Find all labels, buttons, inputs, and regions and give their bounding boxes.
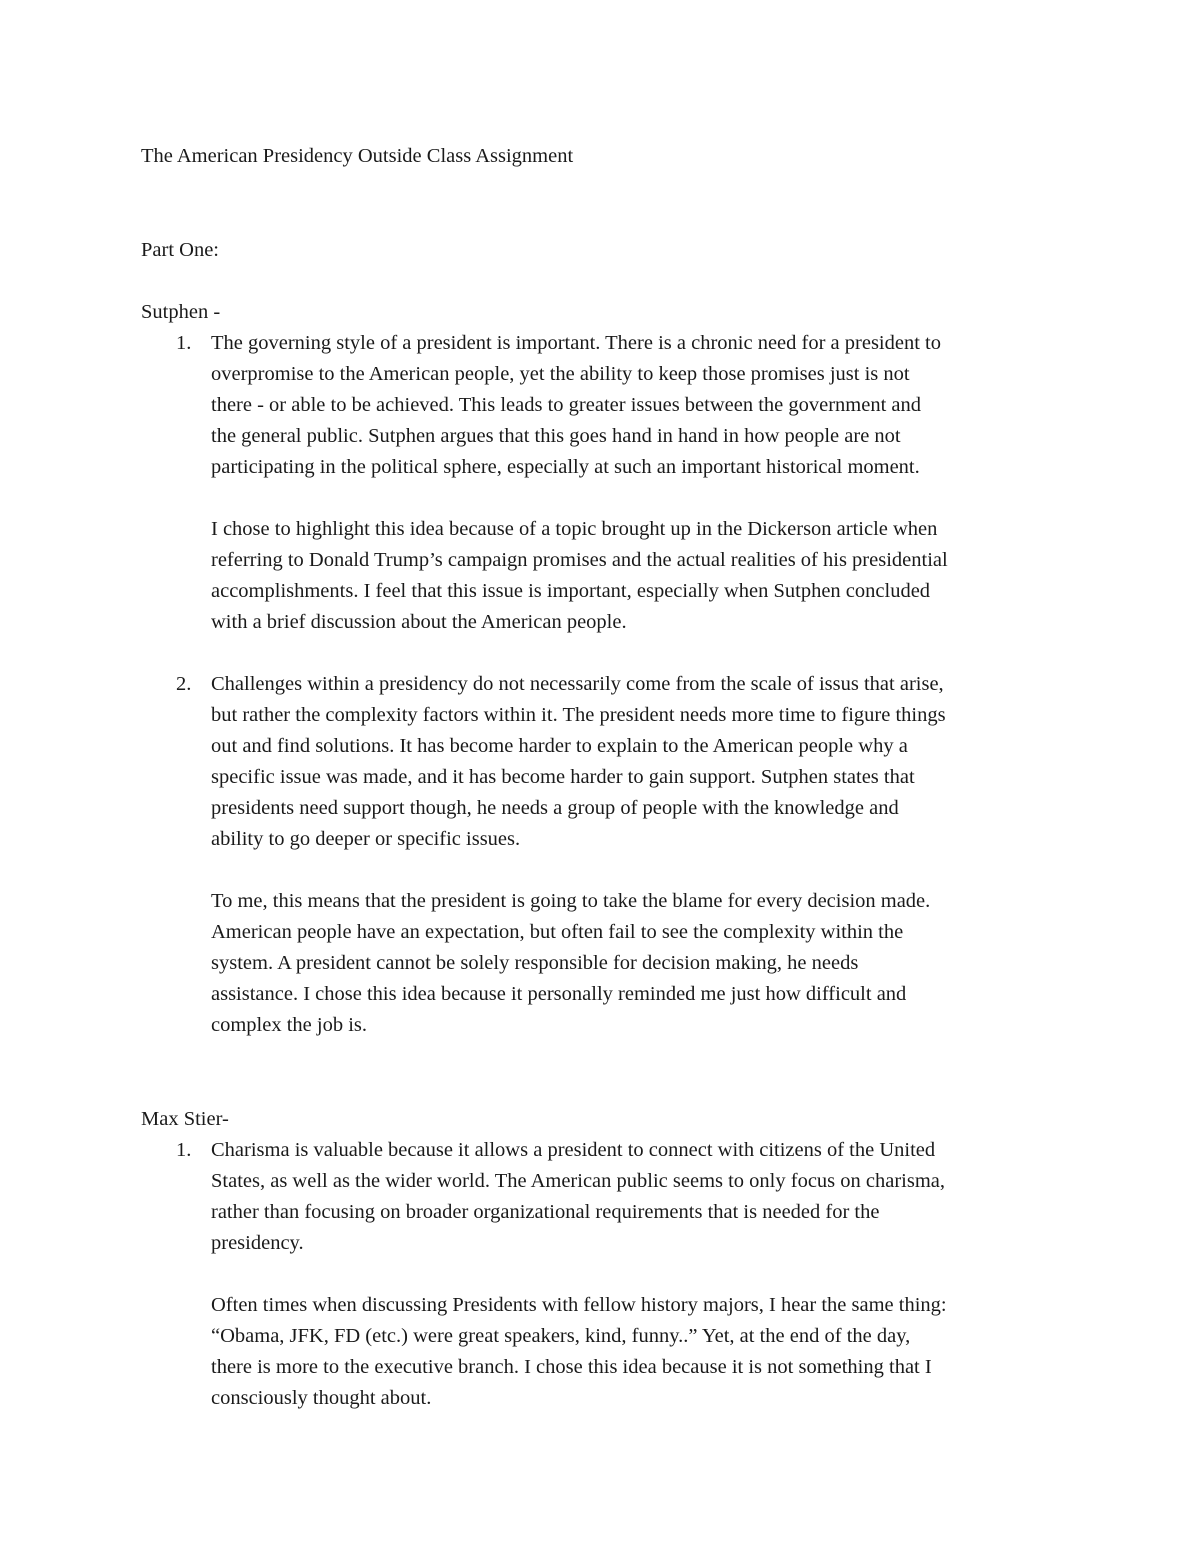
part-heading: Part One: (141, 239, 219, 261)
list-item-summary: Challenges within a presidency do not necessarily come from the scale of issus that arise, but rather the complexity factors within it. The president needs more time to figure things out and find solutions. It has become harder to explain to the American people why a specific issue was made, and it has become harder to gain support. Sutphen states that presidents need support though, he needs a group of people with the knowledge and ability to go deeper or specific issues. (211, 673, 946, 850)
section-heading-max-stier: Max Stier- (141, 1108, 229, 1130)
list-item-number: 1. (176, 332, 192, 354)
list-item-number: 1. (176, 1139, 192, 1161)
document-title: The American Presidency Outside Class Assignment (141, 145, 574, 167)
list-item-summary: The governing style of a president is important. There is a chronic need for a president to overpromise to the American people, yet the ability to keep those promises just is not there - or able to be achieved. This leads to greater issues between the government and the general public. Sutphen argues that this goes hand in hand in how people are not participating in the political sphere, especially at such an important historical moment. (211, 332, 941, 478)
list-item-summary: Charisma is valuable because it allows a president to connect with citizens of the United States, as well as the wider world. The American public seems to only focus on charisma, rather than focusing on broader organizational requirements that is needed for the presidency. (211, 1139, 946, 1254)
list-item-number: 2. (176, 673, 192, 695)
list-item-reflection: I chose to highlight this idea because of a topic brought up in the Dickerson article when referring to Donald Trump’s campaign promises and the actual realities of his presidential accomplishments. I feel that this issue is important, especially when Sutphen concluded with a brief discussion about the American people. (211, 518, 948, 633)
list-item-reflection: To me, this means that the president is going to take the blame for every decision made. American people have an expectation, but often fail to see the complexity within the system. A president cannot be solely responsible for decision making, he needs assistance. I chose this idea because it personally reminded me just how difficult and complex the job is. (211, 890, 931, 1036)
list-item-reflection: Often times when discussing Presidents with fellow history majors, I hear the same thing: “Obama, JFK, FD (etc.) were great speakers, kind, funny..” Yet, at the end of the day, there is more to the executive branch. I chose this idea because it is not something that I consciously thought about. (211, 1294, 947, 1409)
section-heading-sutphen: Sutphen - (141, 301, 221, 323)
